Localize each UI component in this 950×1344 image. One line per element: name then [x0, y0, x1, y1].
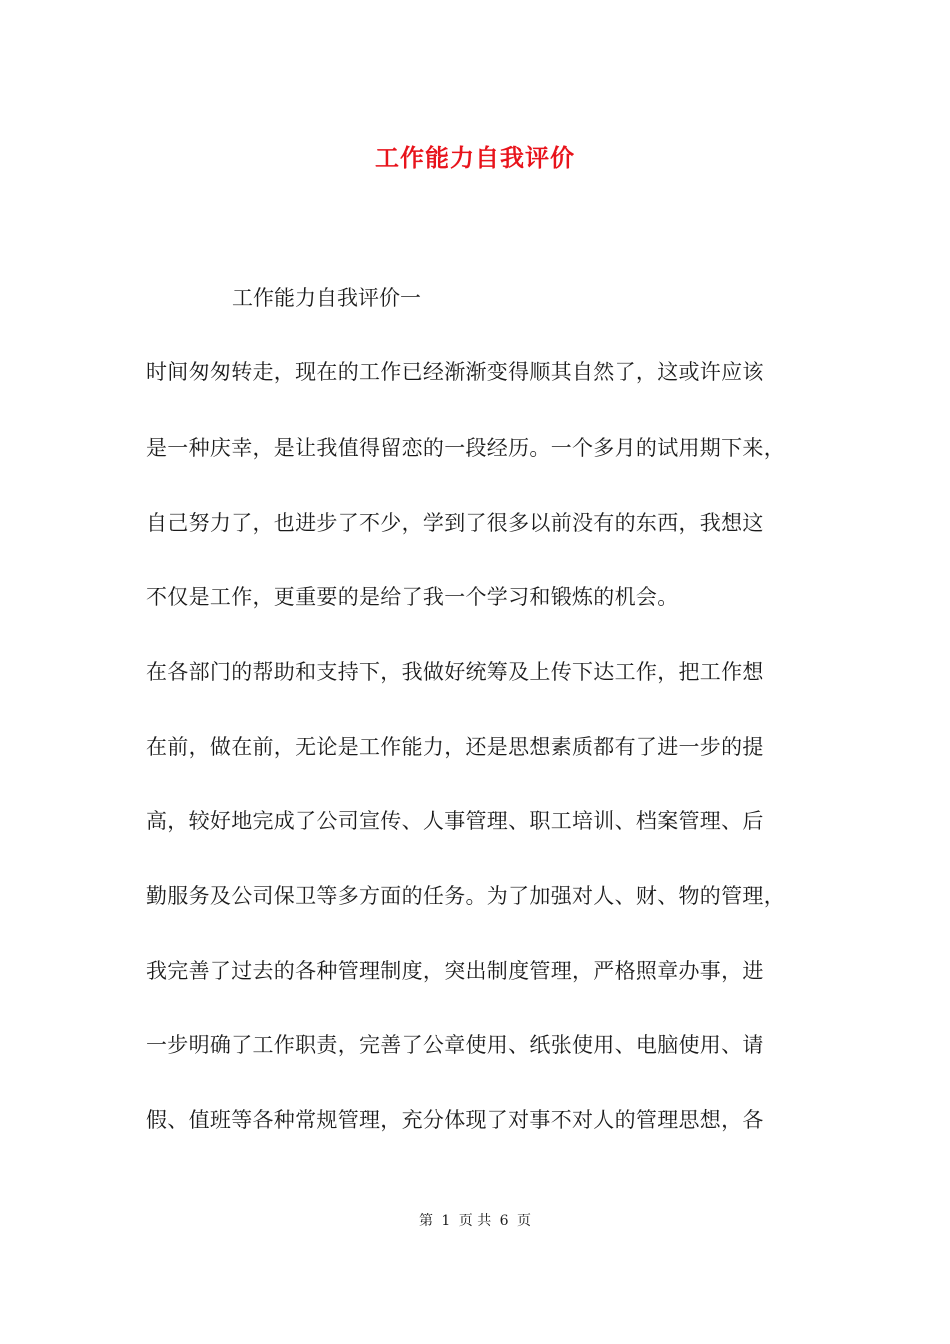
page-footer: [0, 1210, 950, 1230]
body-line-3: 自己努力了，也进步了不少，学到了很多以前没有的东西，我想这: [146, 511, 764, 535]
body-line-7: 高，较好地完成了公司宣传、人事管理、职工培训、档案管理、后: [146, 809, 764, 833]
body-line-2: 是一种庆幸，是让我值得留恋的一段经历。一个多月的试用期下来，: [146, 436, 785, 460]
body-line-11: 假、值班等各种常规管理，充分体现了对事不对人的管理思想，各: [146, 1108, 764, 1132]
footer-total-pages: 6: [499, 1213, 509, 1229]
footer-page-number: 1: [441, 1213, 451, 1229]
body-line-10: 一步明确了工作职责，完善了公章使用、纸张使用、电脑使用、请: [146, 1033, 764, 1057]
body-line-1: 时间匆匆转走，现在的工作已经渐渐变得顺其自然了，这或许应该: [146, 360, 764, 384]
body-line-5: 在各部门的帮助和支持下，我做好统筹及上传下达工作，把工作想: [146, 660, 764, 684]
footer-suffix: 页: [517, 1213, 532, 1229]
body-line-4: 不仅是工作，更重要的是给了我一个学习和锻炼的机会。: [146, 585, 679, 609]
footer-prefix: 第: [418, 1213, 433, 1229]
section-heading: 工作能力自我评价一: [232, 286, 421, 310]
body-line-9: 我完善了过去的各种管理制度，突出制度管理，严格照章办事，进: [146, 959, 764, 983]
body-line-6: 在前，做在前，无论是工作能力，还是思想素质都有了进一步的提: [146, 735, 764, 759]
document-title: 工作能力自我评价: [375, 143, 575, 172]
body-line-8: 勤服务及公司保卫等多方面的任务。为了加强对人、财、物的管理，: [146, 884, 785, 908]
footer-middle: 页 共: [458, 1213, 492, 1229]
